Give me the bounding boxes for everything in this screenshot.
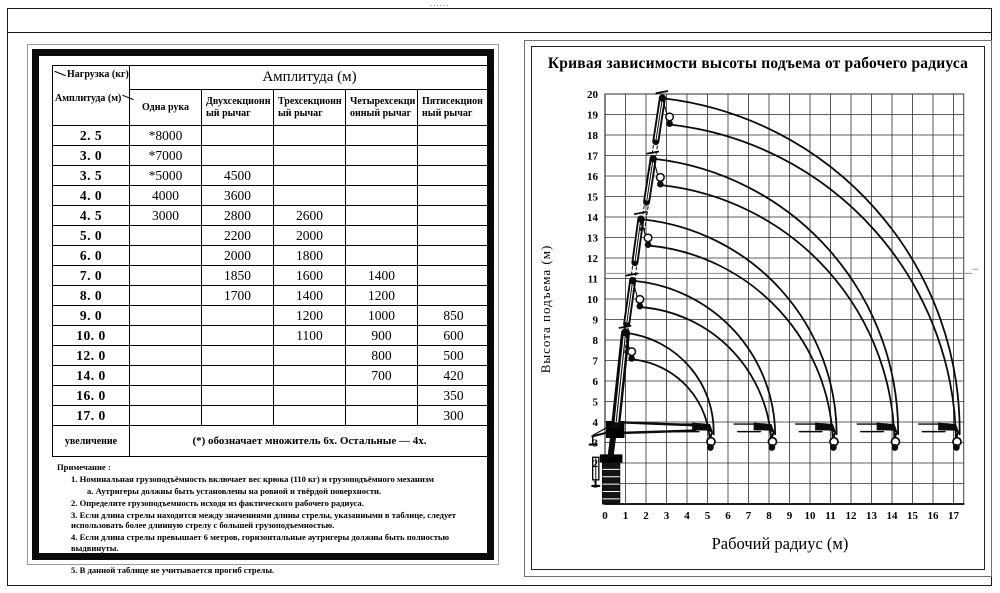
load-value-cell: [274, 146, 346, 166]
y-tick-label: 12: [587, 253, 598, 265]
load-value-cell: *8000: [130, 126, 202, 146]
table-row: [53, 306, 490, 326]
load-value-cell: 4000: [130, 186, 202, 206]
hook-stem: [957, 433, 958, 437]
x-tick-label: 1: [622, 510, 629, 522]
x-tick-label: 12: [845, 510, 857, 522]
load-value-cell: 500: [418, 346, 490, 366]
note-item: 5. В данной таблице не учитывается прогиб стрелы.: [71, 565, 275, 576]
load-value-cell: [274, 166, 346, 186]
amplitude-cell: 17. 0: [53, 406, 130, 426]
x-tick-label: 13: [866, 510, 877, 522]
load-value-cell: 2800: [202, 206, 274, 226]
y-tick-label: 19: [587, 109, 598, 122]
load-value-cell: [130, 386, 202, 406]
load-value-cell: [130, 246, 202, 266]
corner-load-label: Нагрузка (кг): [53, 66, 129, 80]
load-value-cell: [418, 266, 490, 286]
y-tick-label: 4: [592, 417, 598, 429]
x-tick-label: 10: [804, 510, 816, 522]
amplitude-cell: 10. 0: [53, 326, 130, 346]
footer-label-cell: увеличение: [53, 426, 130, 457]
load-capacity-table: [52, 65, 490, 457]
load-value-cell: [418, 186, 490, 206]
load-value-cell: [346, 246, 418, 266]
x-tick-label: 6: [725, 510, 731, 522]
load-value-cell: *5000: [130, 166, 202, 186]
amplitude-cell: 9. 0: [53, 306, 130, 326]
load-value-cell: 1850: [202, 266, 274, 286]
x-tick-label: 4: [684, 510, 690, 522]
load-capacity-panel: [27, 44, 499, 576]
hook-ball: [628, 355, 635, 362]
x-tick-label: 9: [786, 510, 793, 522]
x-tick-label: 2: [643, 510, 649, 522]
hook-stem: [772, 433, 773, 437]
notes-list: [57, 474, 495, 576]
note-item: 1. Номинальная грузоподъёмность включает вес крюка (110 кг) и грузоподъёмного механизм: [71, 473, 435, 484]
load-value-cell: 350: [418, 386, 490, 406]
load-value-cell: 900: [346, 326, 418, 346]
x-tick-label: 3: [663, 510, 670, 522]
y-tick-label: 17: [587, 150, 598, 163]
x-tick-label: 0: [602, 510, 608, 522]
x-tick-label: 8: [766, 510, 772, 522]
load-value-cell: [202, 406, 274, 426]
x-tick-label: 11: [825, 510, 836, 522]
column-header: Четырехсекционный рычаг: [346, 90, 418, 126]
load-value-cell: [274, 406, 346, 426]
load-value-cell: [130, 406, 202, 426]
x-tick-label: 5: [704, 510, 711, 522]
amplitude-cell: 16. 0: [53, 386, 130, 406]
y-tick-label: 8: [592, 335, 598, 347]
load-value-cell: [202, 306, 274, 326]
load-value-cell: [202, 126, 274, 146]
notes-section: [57, 462, 495, 576]
load-value-cell: [274, 186, 346, 206]
note-item: 3. Если длина стрелы находится между значениями длины стрелы, указанными в таблице, следует использовать более длинную стрелу с большей грузоподъемностью.: [71, 509, 457, 531]
y-tick-label: 16: [587, 171, 598, 183]
hook-ball: [657, 181, 664, 188]
amplitude-cell: 2. 5: [53, 126, 130, 146]
chart-panel: [524, 40, 992, 577]
load-value-cell: [346, 186, 418, 206]
load-value-cell: 700: [346, 366, 418, 386]
load-value-cell: [130, 286, 202, 306]
header-rule: [7, 32, 992, 33]
load-value-cell: [418, 146, 490, 166]
column-header: Трехсекционный рычаг: [274, 90, 346, 126]
load-value-cell: [202, 386, 274, 406]
hook-ball: [666, 120, 673, 127]
x-tick-label: 16: [927, 510, 939, 522]
load-value-cell: [274, 346, 346, 366]
load-value-cell: [202, 146, 274, 166]
y-tick-label: 5: [592, 396, 598, 409]
load-value-cell: [130, 346, 202, 366]
load-value-cell: [418, 226, 490, 246]
x-tick-label: 7: [745, 510, 752, 522]
table-row: [53, 206, 490, 226]
hook-stem: [834, 433, 835, 437]
amplitude-cell: 4. 0: [53, 186, 130, 206]
note-item: a. Аутригеры должны быть установлены на ровной и твёрдой поверхности.: [87, 485, 382, 496]
table-row: [53, 386, 490, 406]
y-tick-label: 9: [592, 314, 598, 327]
boom-curve: [662, 185, 894, 445]
load-value-cell: [346, 146, 418, 166]
footer-note-cell: (*) обозначает множитель 6х. Остальные — 4х.: [130, 426, 490, 457]
table-row: [53, 126, 490, 146]
load-value-cell: [130, 226, 202, 246]
crane-pedestal: [603, 457, 620, 504]
table-row: [53, 146, 490, 166]
load-value-cell: [202, 366, 274, 386]
hook-stem: [711, 433, 712, 437]
chart-title: Кривая зависимости высоты подъема от рабочего радиуса: [547, 55, 969, 72]
table-row: [53, 326, 490, 346]
amplitude-cell: 6. 0: [53, 246, 130, 266]
boom-curve: [628, 333, 714, 434]
hook-ball: [707, 444, 714, 451]
load-value-cell: 1700: [202, 286, 274, 306]
hook-ring: [666, 113, 674, 121]
corner-header-cell: [53, 66, 130, 126]
table-footer-row: [53, 426, 490, 457]
load-value-cell: 4500: [202, 166, 274, 186]
hook-ball: [953, 444, 960, 451]
load-value-cell: [274, 366, 346, 386]
load-value-cell: [418, 286, 490, 306]
load-value-cell: 1200: [274, 306, 346, 326]
load-value-cell: [202, 326, 274, 346]
table-row: [53, 266, 490, 286]
load-value-cell: 2600: [274, 206, 346, 226]
column-header: Двухсекционный рычаг: [202, 90, 274, 126]
notes-title: Примечание :: [57, 462, 111, 472]
y-tick-label: 14: [587, 212, 598, 224]
table-row: [53, 286, 490, 306]
y-tick-label: 20: [587, 89, 598, 101]
table-row: [53, 166, 490, 186]
hook-ball: [645, 241, 652, 248]
hook-ball: [637, 303, 644, 310]
hook-ring: [628, 348, 636, 356]
y-tick-label: 18: [587, 130, 598, 142]
table-row: [53, 246, 490, 266]
hook-ball: [830, 444, 837, 451]
load-value-cell: [418, 206, 490, 226]
table-row: [53, 346, 490, 366]
load-value-cell: [274, 126, 346, 146]
page-header-mark: ......: [430, 0, 450, 8]
y-tick-label: 1: [592, 478, 598, 491]
y-tick-label: 3: [592, 437, 598, 450]
hook-stem: [895, 433, 896, 437]
table-row: [53, 366, 490, 386]
boom-curve: [665, 99, 960, 435]
column-header: Пятисекционный рычаг: [418, 90, 490, 126]
load-value-cell: 1000: [346, 306, 418, 326]
sheave-top-tick: [656, 91, 667, 93]
corner-amplitude-label: Амплитуда (м): [53, 80, 129, 104]
x-tick-label: 15: [907, 510, 918, 522]
load-value-cell: 3000: [130, 206, 202, 226]
y-axis-label: Высота подъема (м): [538, 244, 553, 373]
load-value-cell: [130, 266, 202, 286]
load-value-cell: 1800: [274, 246, 346, 266]
y-tick-label: 15: [587, 191, 598, 204]
load-value-cell: 600: [418, 326, 490, 346]
x-tick-label: 14: [886, 510, 898, 522]
boom-curve: [650, 246, 833, 446]
note-item: 2. Определите грузоподъемность исходя из фактического рабочего радиуса.: [71, 497, 364, 508]
load-value-cell: 420: [418, 366, 490, 386]
hook-ball: [891, 444, 898, 451]
load-value-cell: *7000: [130, 146, 202, 166]
load-value-cell: 1600: [274, 266, 346, 286]
amplitude-cell: 3. 5: [53, 166, 130, 186]
load-value-cell: [346, 126, 418, 146]
sheave-top-tick: [635, 212, 646, 214]
y-tick-label: 6: [592, 376, 598, 388]
load-value-cell: 800: [346, 346, 418, 366]
load-value-cell: [418, 126, 490, 146]
x-tick-label: 17: [948, 510, 959, 522]
load-value-cell: 300: [418, 406, 490, 426]
load-value-cell: 2000: [274, 226, 346, 246]
load-value-cell: [346, 406, 418, 426]
sheave: [659, 95, 666, 102]
y-tick-label: 2: [592, 458, 598, 470]
boom-curve: [643, 219, 836, 434]
table-row: [53, 406, 490, 426]
load-value-cell: 1400: [274, 286, 346, 306]
load-value-cell: 1200: [346, 286, 418, 306]
load-value-cell: 3600: [202, 186, 274, 206]
amplitude-cell: 3. 0: [53, 146, 130, 166]
amplitude-span-header: Амплитуда (м): [130, 66, 490, 90]
load-value-cell: [130, 306, 202, 326]
load-value-cell: [418, 166, 490, 186]
table-row: [53, 226, 490, 246]
boom-curve: [635, 281, 775, 434]
hook-ring: [644, 234, 652, 242]
load-value-cell: 2000: [202, 246, 274, 266]
amplitude-cell: 7. 0: [53, 266, 130, 286]
load-value-cell: [202, 346, 274, 366]
hook-ring: [657, 174, 665, 182]
amplitude-cell: 14. 0: [53, 366, 130, 386]
amplitude-cell: 4. 5: [53, 206, 130, 226]
y-tick-label: 10: [587, 294, 598, 306]
load-value-cell: [274, 386, 346, 406]
load-value-cell: [418, 246, 490, 266]
load-value-cell: [346, 226, 418, 246]
hook-ball: [768, 444, 775, 451]
y-tick-label: 7: [592, 355, 598, 368]
load-value-cell: [346, 166, 418, 186]
lifting-height-chart: [571, 82, 978, 530]
y-tick-label: 11: [587, 273, 598, 286]
column-header: Одна рука: [130, 90, 202, 126]
load-value-cell: 1100: [274, 326, 346, 346]
x-axis-label: Рабочий радиус (м): [711, 534, 849, 553]
amplitude-cell: 8. 0: [53, 286, 130, 306]
diagonal-mark-icon: [54, 71, 66, 77]
load-value-cell: [130, 326, 202, 346]
amplitude-cell: 5. 0: [53, 226, 130, 246]
load-value-cell: 1400: [346, 266, 418, 286]
table-row: [53, 186, 490, 206]
y-tick-label: 13: [587, 232, 598, 245]
hook-ring: [636, 296, 644, 304]
load-value-cell: 850: [418, 306, 490, 326]
load-value-cell: [346, 386, 418, 406]
load-value-cell: [346, 206, 418, 226]
amplitude-cell: 12. 0: [53, 346, 130, 366]
load-table-frame: [32, 49, 494, 576]
note-item: 4. Если длина стрелы превышает 6 метров, горизонтальные аутригеры должны быть полностью выдвинуты.: [71, 532, 450, 553]
load-value-cell: [130, 366, 202, 386]
load-value-cell: 2200: [202, 226, 274, 246]
sheave: [637, 215, 644, 222]
